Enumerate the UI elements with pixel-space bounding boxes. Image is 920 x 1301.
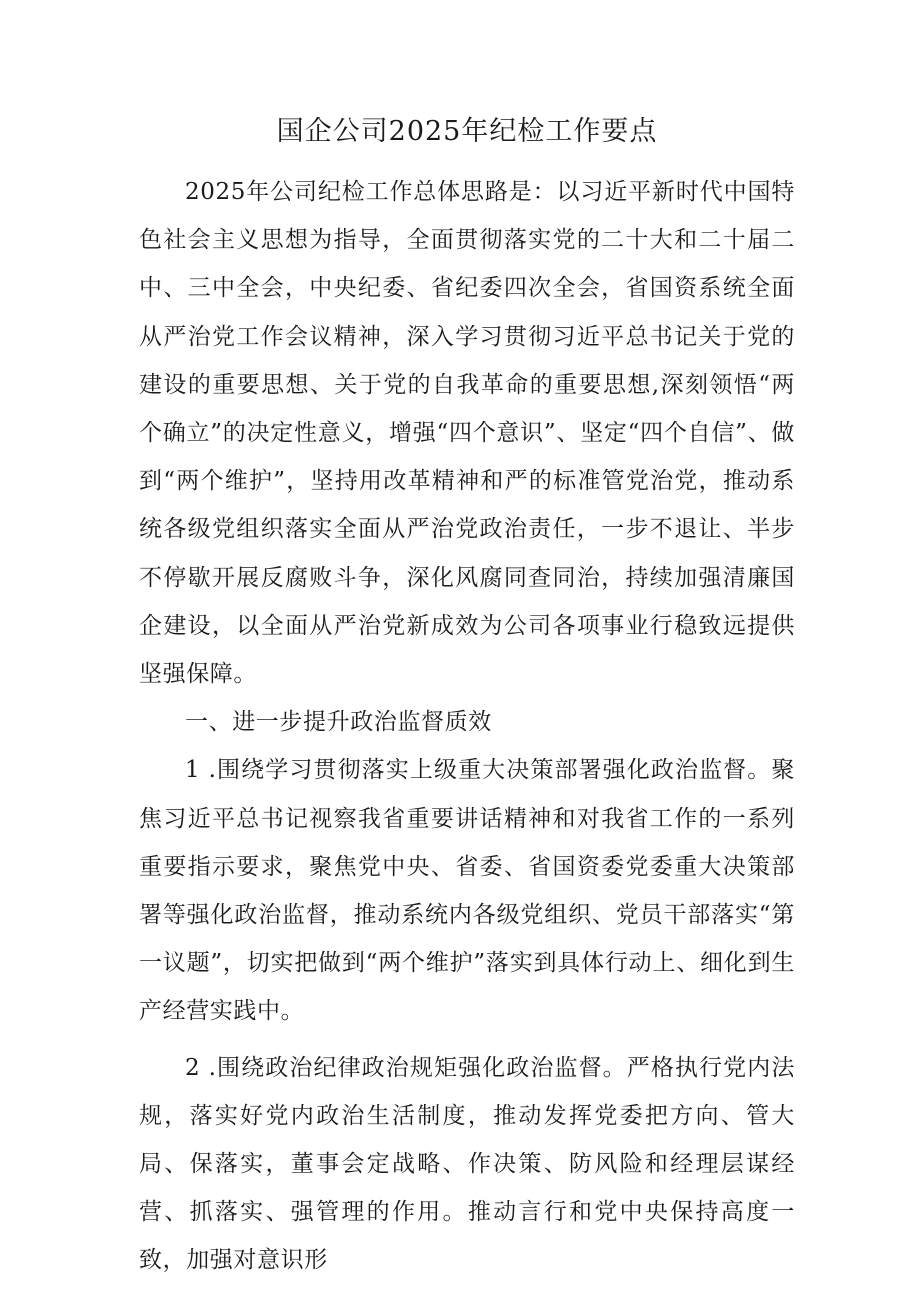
section-heading-political-supervision: 一、进一步提升政治监督质效 [185, 709, 492, 736]
document-title: 国企公司2025年纪检工作要点 [276, 116, 658, 147]
document-page [139, 112, 795, 1285]
paragraph-item-1: 1 .围绕学习贯彻落实上级重大决策部署强化政治监督。聚焦习近平总书记视察我省重要讲话精神和对我省工作的一系列重要指示要求，聚焦党中央、省委、省国资委党委重大决策部署等强化政治监督，推动系统内各级党组织、党员干部落实“第一议题”，切实把做到“两个维护”落实到具体行动上、细化到生产经营实践中。 [139, 757, 795, 1025]
paragraph-overall-thinking: 2025年公司纪检工作总体思路是：以习近平新时代中国特色社会主义思想为指导，全面贯彻落实党的二十大和二十届二中、三中全会，中央纪委、省纪委四次全会，省国资系统全面从严治党工作会议精神，深入学习贯彻习近平总书记关于党的建设的重要思想、关于党的自我革命的重要思想,深刻领悟“两个确立”的决定性意义，增强“四个意识”、坚定“四个自信”、做到“两个维护”，坚持用改革精神和严的标准管党治党，推动系统各级党组织落实全面从严治党政治责任，一步不退让、半步不停歇开展反腐败斗争，深化风腐同查同治，持续加强清廉国企建设，以全面从严治党新成效为公司各项事业行稳致远提供坚强保障。 [139, 179, 795, 688]
paragraph-item-2: 2 .围绕政治纪律政治规矩强化政治监督。严格执行党内法规，落实好党内政治生活制度，推动发挥党委把方向、管大局、保落实，董事会定战略、作决策、防风险和经理层谋经营、抓落实、强管理的作用。推动言行和党中央保持高度一致，加强对意识形 [139, 1054, 795, 1274]
